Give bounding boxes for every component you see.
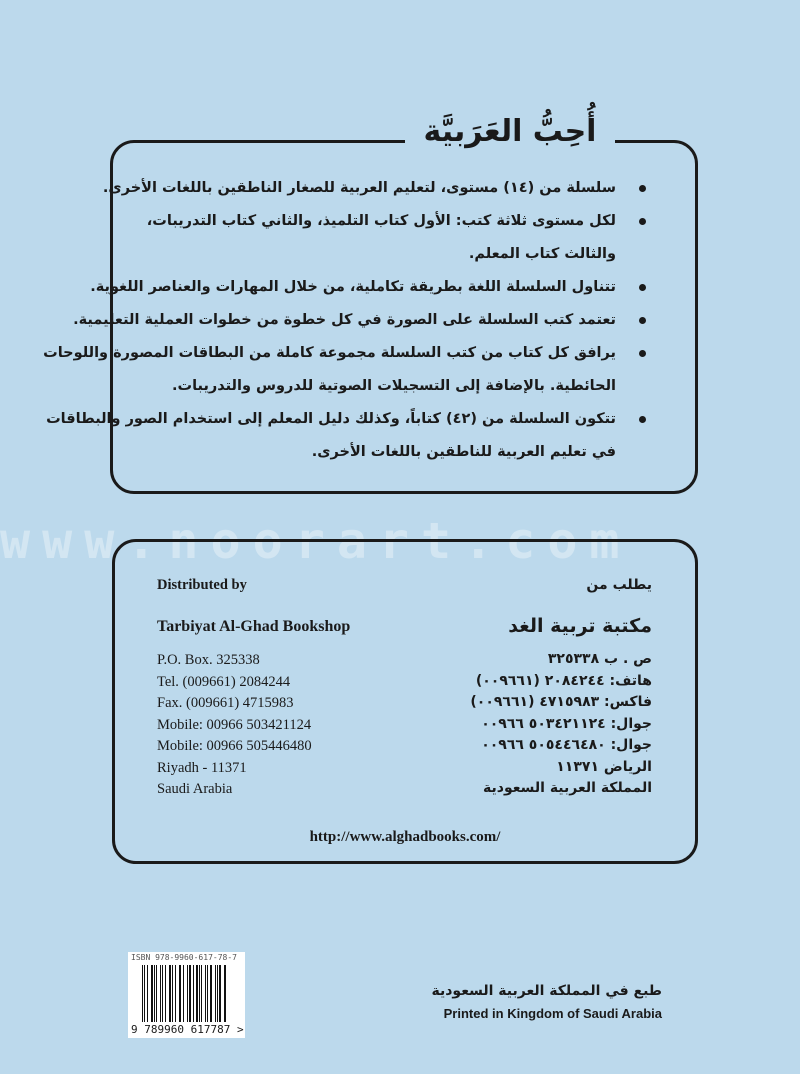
website-link[interactable]: http://www.alghadbooks.com/: [309, 829, 501, 845]
contact-line-ar: الرياض ١١٣٧١: [556, 758, 652, 775]
contact-line-ar: فاكس: ٤٧١٥٩٨٣ (٠٠٩٦٦١): [470, 694, 652, 710]
barcode-bar: [210, 965, 212, 1022]
bookshop-name-ar: مكتبة تربية الغد: [508, 615, 652, 637]
feature-line: [90, 271, 650, 304]
printed-in-ar: طبع في المملكة العربية السعودية: [431, 983, 662, 999]
barcode-bar: [224, 965, 225, 1022]
feature-text: يرافق كل كتاب من كتب السلسلة مجموعة كاملة من البطاقات المصورة واللوحات: [43, 345, 616, 361]
contact-line-en: Fax. (009661) 4715983: [157, 695, 294, 711]
isbn-text: ISBN 978-9960-617-78-7: [131, 953, 237, 962]
feature-line: [73, 304, 650, 337]
feature-text: تعتمد كتب السلسلة على الصورة في كل خطوة من خطوات العملية التعليمية.: [73, 312, 616, 328]
printed-in-en: Printed in Kingdom of Saudi Arabia: [443, 1006, 662, 1021]
barcode-bar: [169, 965, 171, 1022]
bullet-icon: [639, 218, 646, 225]
bookshop-name-en: Tarbiyat Al-Ghad Bookshop: [157, 618, 351, 635]
bullet-icon: [639, 317, 646, 324]
feature-line: [140, 370, 650, 403]
distributed-by-label-ar: يطلب من: [586, 577, 652, 593]
feature-text: تتكون السلسلة من (٤٢) كتاباً، وكذلك دليل المعلم إلى استخدام الصور والبطاقات: [46, 411, 616, 427]
barcode-bar: [217, 965, 218, 1022]
barcode-bar: [144, 965, 145, 1022]
feature-text: في تعليم العربية للناطقين باللغات الأخرى.: [311, 444, 616, 460]
barcode-bar: [156, 965, 157, 1022]
bullet-icon: [639, 350, 646, 357]
barcode-bar: [199, 965, 200, 1022]
barcode-bar: [175, 965, 176, 1022]
barcode-bar: [180, 965, 181, 1022]
contact-line-en: Saudi Arabia: [157, 781, 233, 797]
isbn-barcode: [128, 952, 245, 1038]
barcode-bars: [142, 965, 228, 1022]
feature-line: [140, 436, 650, 469]
contact-line-ar: المملكة العربية السعودية: [483, 780, 652, 796]
contact-line-en: Mobile: 00966 505446480: [157, 738, 312, 754]
contact-line-ar: جوال: ٥٠٥٤٤٦٤٨٠ ٠٠٩٦٦: [481, 737, 652, 753]
watermark: www.noorart.com: [0, 512, 632, 570]
contact-line-en: Tel. (009661) 2084244: [157, 673, 291, 690]
feature-line: [43, 337, 650, 370]
barcode-bar: [205, 965, 206, 1022]
barcode-bar: [179, 965, 180, 1022]
barcode-bar: [160, 965, 161, 1022]
contact-line-en: Riyadh - 11371: [157, 759, 247, 776]
barcode-bar: [196, 965, 197, 1022]
feature-text: سلسلة من (١٤) مستوى، لتعليم العربية للصغار الناطقين باللغات الأخرى.: [102, 180, 616, 196]
barcode-bar: [183, 965, 184, 1022]
barcode-bar: [187, 965, 188, 1022]
barcode-bar: [142, 965, 143, 1022]
barcode-bar: [193, 965, 194, 1022]
feature-text: لكل مستوى ثلاثة كتب: الأول كتاب التلميذ، والثاني كتاب التدريبات،: [146, 213, 616, 229]
barcode-bar: [151, 965, 153, 1022]
feature-text: والثالث كتاب المعلم.: [468, 246, 616, 262]
barcode-bar: [189, 965, 191, 1022]
feature-text: تتناول السلسلة اللغة بطريقة تكاملية، من خلال المهارات والعناصر اللغوية.: [90, 279, 616, 295]
feature-line: [102, 172, 650, 205]
barcode-bar: [215, 965, 216, 1022]
series-title: أُحِبُّ العَرَبيَّة: [405, 112, 615, 152]
feature-line: [140, 238, 650, 271]
barcode-bar: [225, 965, 226, 1022]
bullet-icon: [639, 284, 646, 291]
ean-digits: 9 789960 617787 >: [131, 1023, 244, 1036]
barcode-bar: [172, 965, 173, 1022]
barcode-bar: [162, 965, 163, 1022]
bullet-icon: [639, 416, 646, 423]
barcode-bar: [165, 965, 166, 1022]
contact-line-en: Mobile: 00966 503421124: [157, 716, 312, 733]
barcode-bar: [147, 965, 148, 1022]
contact-line-ar: هاتف: ٢٠٨٤٢٤٤ (٠٠٩٦٦١): [475, 672, 652, 689]
contact-line-ar: ص . ب ٣٢٥٣٣٨: [547, 651, 652, 667]
feature-text: الحائطية. بالإضافة إلى التسجيلات الصوتية للدروس والتدريبات.: [172, 378, 616, 394]
features-list: [43, 172, 650, 469]
bullet-icon: [639, 185, 646, 192]
distributed-by-label: Distributed by: [157, 577, 247, 593]
feature-line: [46, 403, 650, 436]
barcode-bar: [207, 965, 208, 1022]
contact-line-en: P.O. Box. 325338: [157, 652, 260, 668]
barcode-bar: [154, 965, 155, 1022]
feature-line: [140, 205, 650, 238]
contact-line-ar: جوال: ٥٠٣٤٢١١٢٤ ٠٠٩٦٦: [481, 715, 652, 732]
barcode-bar: [201, 965, 202, 1022]
barcode-bar: [219, 965, 220, 1022]
